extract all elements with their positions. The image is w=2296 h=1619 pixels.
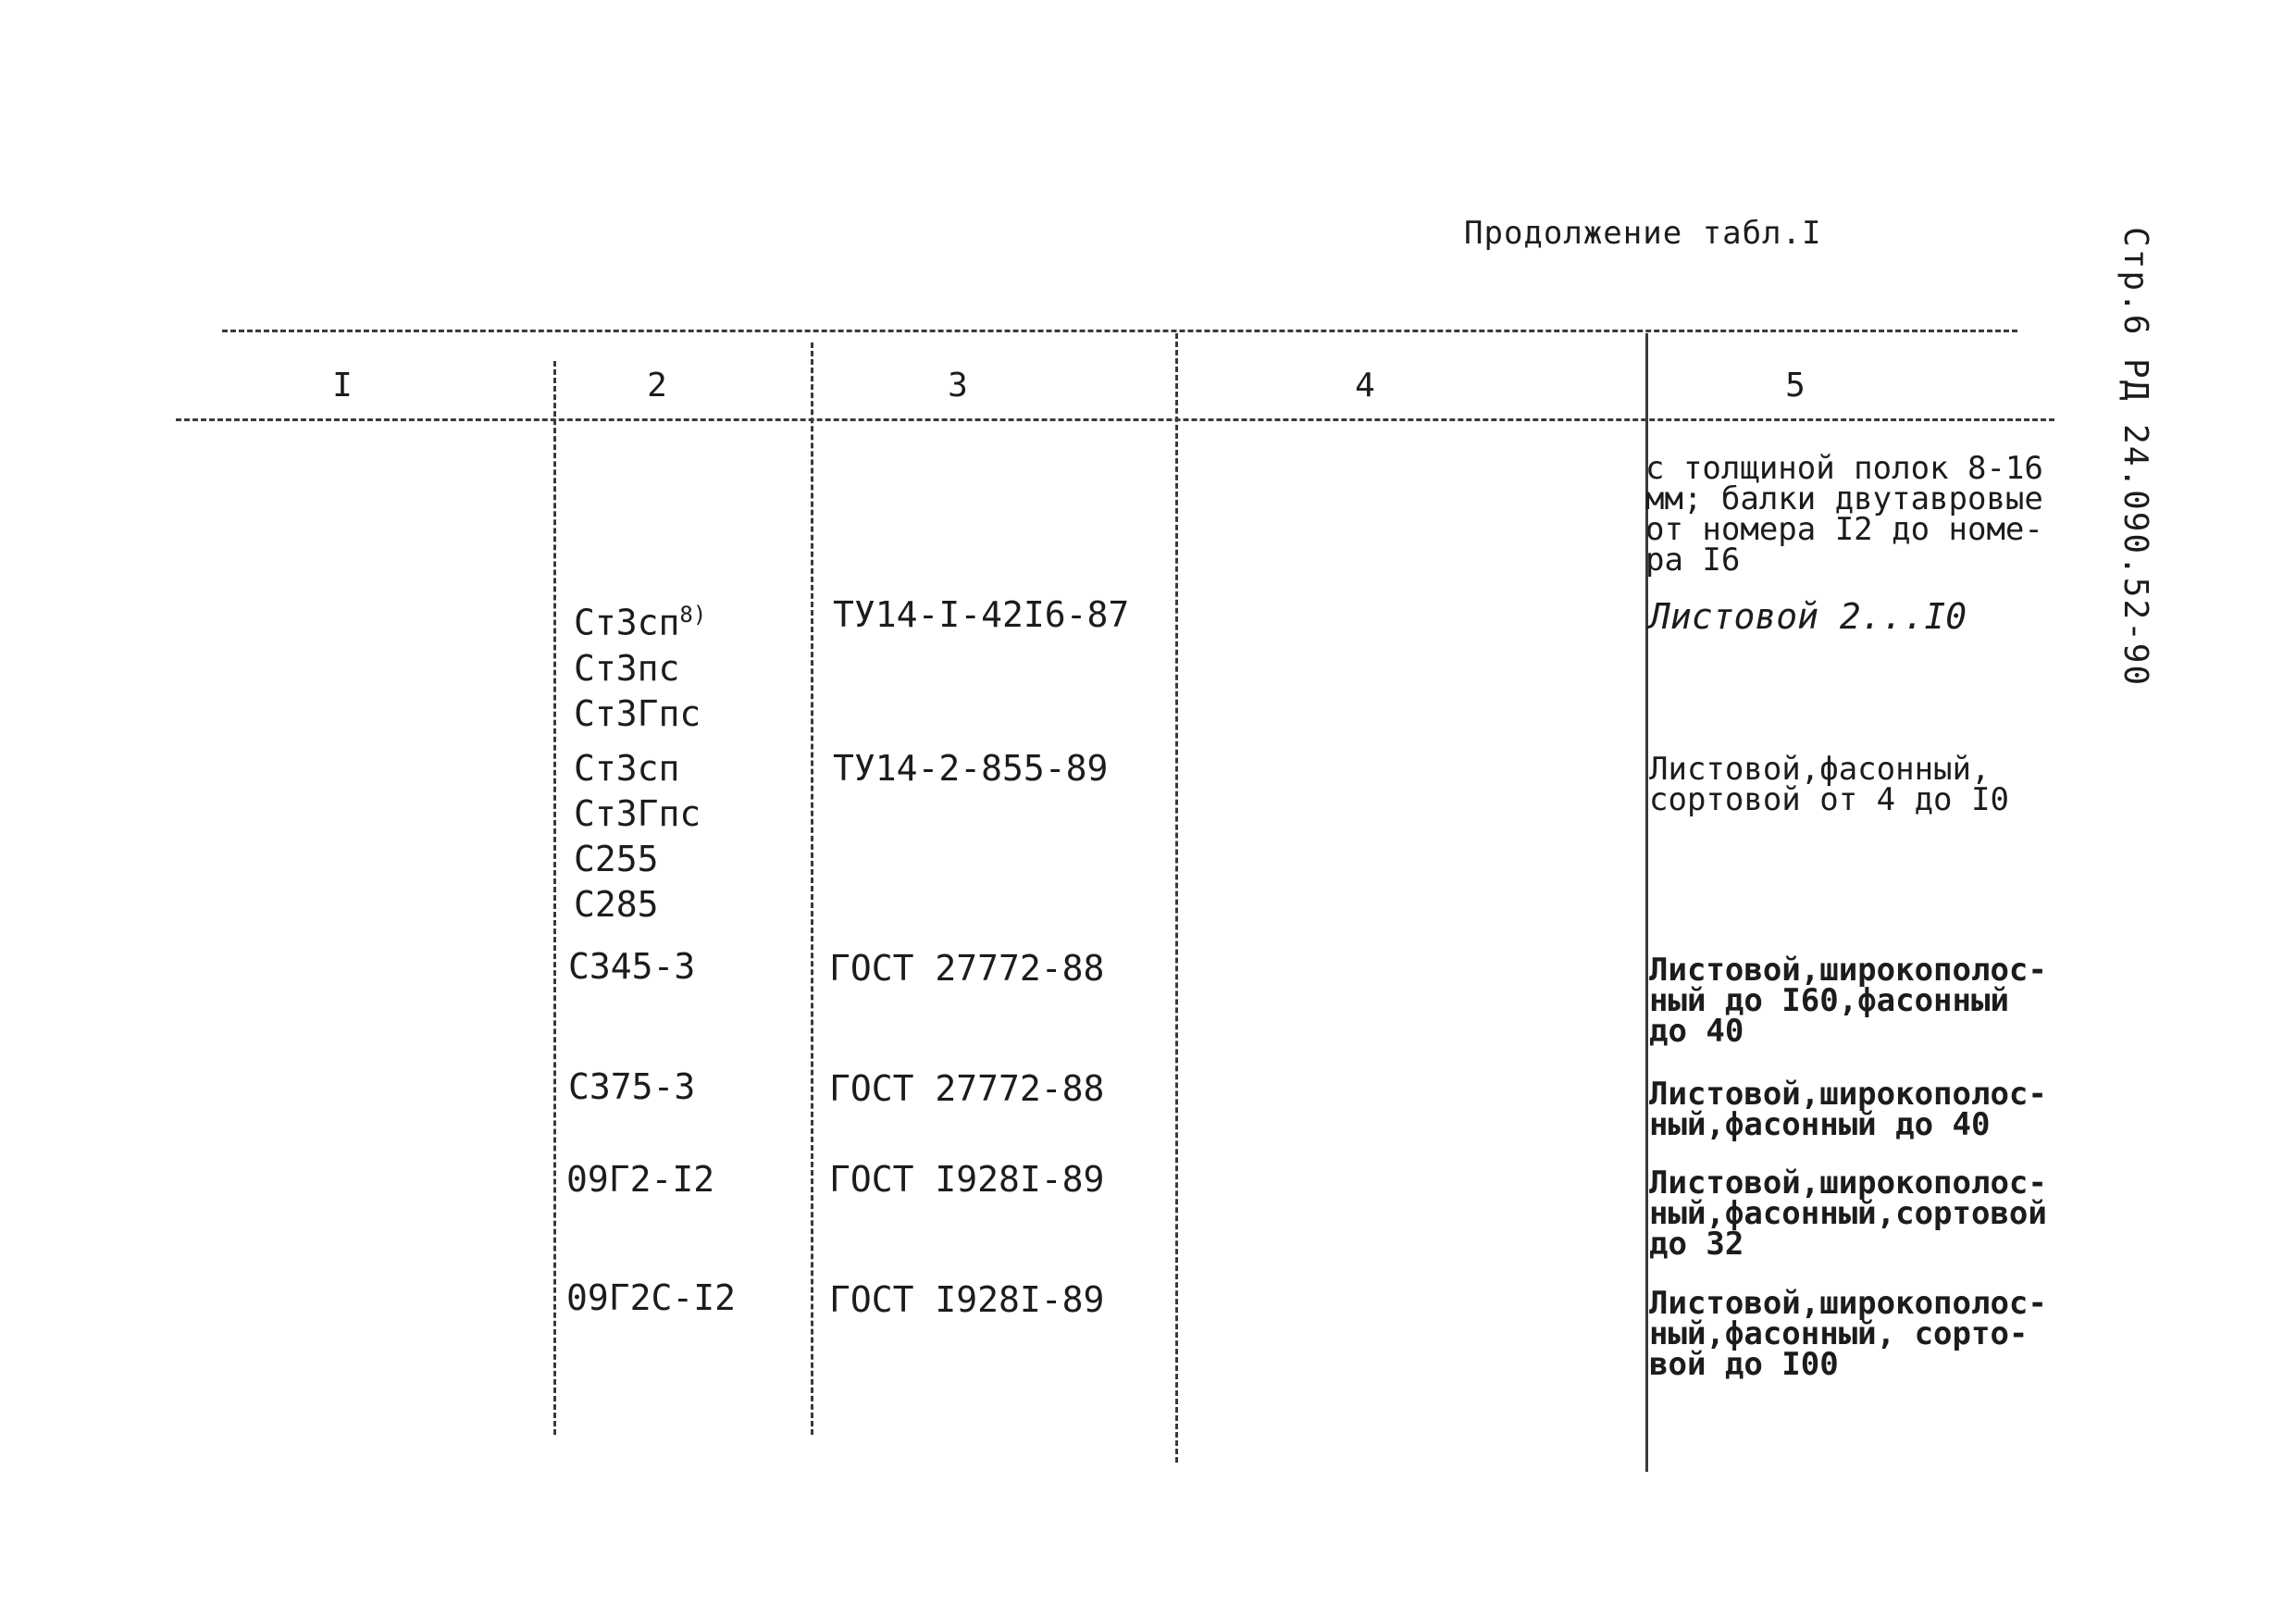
row-0-product: с толщиной полок 8-16 мм; балки двутавровые от номера I2 до номе- ра I6 xyxy=(1645,450,2043,579)
row-4-product: Листовой,широкополос- ный,фасонный до 40 xyxy=(1649,1076,2047,1143)
row-1-product: Листовой 2...I0 xyxy=(1649,596,1967,637)
table-caption: Продолжение табл.I xyxy=(1464,215,1822,252)
header-top-rule xyxy=(222,330,2017,332)
footnote-mark: 8) xyxy=(679,602,707,628)
row-6-standard: ГОСТ I928I-89 xyxy=(829,1279,1105,1320)
row-2-standard: ТУ14-2-855-89 xyxy=(833,748,1109,789)
row-1-standard: ТУ14-I-42I6-87 xyxy=(833,594,1130,635)
header-bottom-rule xyxy=(176,418,2054,421)
page-side-label: Стр.6 РД 24.090.52-90 xyxy=(2116,227,2154,688)
column-divider-1 xyxy=(553,361,556,1435)
column-number-1: I xyxy=(332,367,353,405)
row-5-product: Листовой,широкополос- ный,фасонный,сортовой до 32 xyxy=(1649,1164,2047,1263)
column-divider-2 xyxy=(811,342,813,1435)
row-3-steel: С345-3 xyxy=(568,946,696,987)
row-5-standard: ГОСТ I928I-89 xyxy=(829,1159,1105,1200)
column-number-3: 3 xyxy=(948,367,968,405)
row-2-product: Листовой,фасонный, сортовой от 4 до I0 xyxy=(1649,751,2009,818)
row-6-product: Листовой,широкополос- ный,фасонный, сорто- вой до I00 xyxy=(1649,1285,2047,1383)
row-1-steel: $Ст3сп^{8)}$ Ст3пс Ст3Гпс xyxy=(574,602,707,734)
column-number-2: 2 xyxy=(647,367,667,405)
row-4-standard: ГОСТ 27772-88 xyxy=(829,1068,1105,1109)
row-5-steel: 09Г2-I2 xyxy=(566,1159,715,1200)
row-3-product: Листовой,широкополос- ный до I60,фасонный до 40 xyxy=(1649,952,2047,1050)
row-6-steel: 09Г2С-I2 xyxy=(566,1277,737,1318)
column-number-4: 4 xyxy=(1355,367,1375,405)
column-number-5: 5 xyxy=(1785,367,1806,405)
row-3-standard: ГОСТ 27772-88 xyxy=(829,948,1105,989)
column-divider-3 xyxy=(1175,333,1178,1463)
row-2-steel: Ст3сп Ст3Гпс С255 С285 xyxy=(574,748,701,925)
row-4-steel: С375-3 xyxy=(568,1066,696,1107)
